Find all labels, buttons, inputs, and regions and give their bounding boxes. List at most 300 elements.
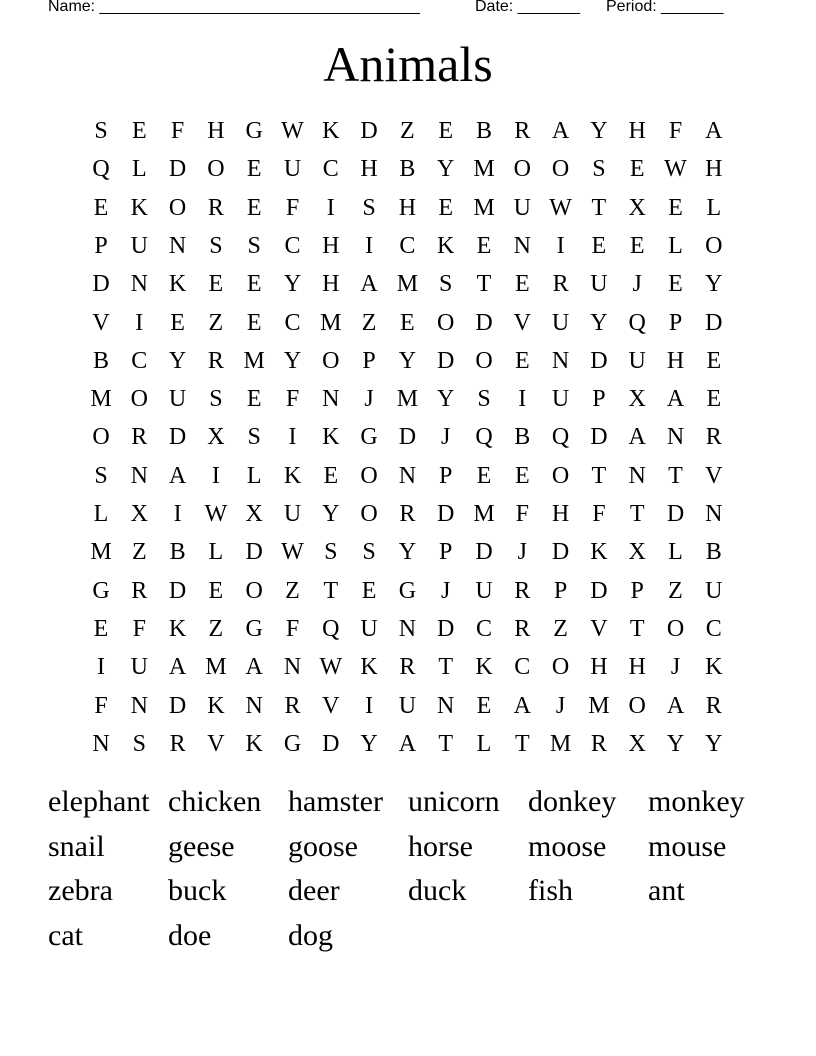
grid-letter: R	[705, 692, 722, 719]
word-bank-item: dog	[288, 918, 333, 952]
grid-letter: Q	[475, 424, 493, 451]
grid-letter: U	[628, 347, 646, 374]
grid-letter: R	[514, 615, 531, 642]
grid-letter: E	[476, 692, 492, 719]
grid-letter: H	[398, 194, 417, 221]
grid-letter: M	[243, 347, 265, 374]
word-bank-item: cat	[48, 918, 83, 952]
grid-letter: U	[360, 615, 378, 642]
grid-letter: Z	[361, 309, 377, 336]
grid-letter: D	[168, 424, 187, 451]
grid-letter: E	[246, 194, 262, 221]
grid-letter: Q	[628, 309, 646, 336]
grid-letter: M	[90, 539, 112, 566]
grid-letter: K	[705, 654, 723, 681]
grid-row	[82, 418, 732, 456]
grid-letter: H	[322, 271, 340, 298]
grid-letter: F	[285, 615, 300, 642]
grid-letter: F	[285, 386, 300, 413]
grid-letter: I	[556, 232, 565, 259]
grid-letter: R	[169, 730, 186, 757]
grid-letter: E	[361, 577, 377, 604]
grid-letter: E	[400, 309, 415, 336]
grid-letter: N	[92, 730, 110, 757]
grid-letter: T	[323, 577, 339, 604]
word-bank-item: chicken	[168, 785, 262, 818]
grid-letter: U	[551, 309, 570, 336]
grid-letter: D	[705, 309, 723, 336]
grid-letter: Q	[92, 156, 110, 183]
grid-letter: D	[590, 424, 608, 451]
grid-letter: B	[399, 156, 416, 183]
grid-letter: L	[668, 539, 683, 566]
grid-letter: A	[360, 271, 378, 298]
grid-letter: F	[132, 615, 146, 642]
grid-letter: D	[92, 271, 110, 298]
grid-letter: Y	[666, 730, 685, 757]
grid-letter: R	[590, 730, 607, 757]
grid-letter: I	[326, 194, 335, 221]
grid-letter: U	[475, 577, 493, 604]
grid-letter: K	[245, 730, 263, 757]
grid-letter: N	[398, 615, 417, 642]
grid-letter: S	[439, 271, 453, 298]
grid-letter: O	[207, 156, 225, 183]
grid-letter: Y	[360, 730, 378, 757]
grid-letter: T	[629, 501, 645, 527]
grid-letter: Z	[131, 539, 147, 566]
grid-letter: T	[591, 462, 607, 489]
grid-letter: D	[360, 118, 378, 144]
word-bank-item: mouse	[648, 829, 727, 863]
grid-row	[82, 380, 732, 418]
grid-letter: H	[705, 156, 723, 183]
grid-letter: O	[551, 462, 570, 489]
grid-letter: K	[475, 654, 493, 681]
grid-letter: E	[323, 462, 339, 489]
grid-letter: P	[553, 577, 568, 604]
grid-letter: N	[551, 347, 570, 374]
word-bank-item: elephant	[48, 785, 150, 818]
grid-letter: D	[322, 730, 340, 757]
grid-letter: M	[90, 386, 112, 413]
grid-letter: Z	[208, 309, 224, 336]
grid-letter: T	[514, 730, 530, 757]
grid-letter: Y	[590, 309, 608, 336]
word-bank-item: geese	[168, 829, 235, 863]
grid-letter: M	[588, 692, 610, 719]
grid-letter: W	[281, 539, 304, 566]
grid-letter: K	[590, 539, 608, 566]
grid-letter: R	[207, 194, 224, 221]
grid-letter: O	[551, 156, 570, 183]
grid-letter: D	[437, 347, 455, 374]
word-bank-item: zebra	[48, 874, 113, 907]
grid-letter: N	[322, 386, 340, 413]
grid-letter: Y	[322, 501, 340, 527]
grid-letter: F	[515, 501, 529, 527]
grid-letter: N	[130, 462, 148, 489]
grid-row	[82, 342, 732, 380]
grid-letter: O	[245, 577, 263, 604]
grid-letter: F	[285, 194, 300, 221]
grid-letter: X	[245, 501, 263, 527]
grid-row	[82, 304, 732, 342]
grid-letter: M	[396, 386, 419, 413]
grid-letter: E	[246, 156, 262, 183]
grid-letter: T	[668, 462, 683, 489]
grid-letter: D	[168, 577, 187, 604]
grid-letter: K	[322, 118, 340, 144]
grid-letter: K	[437, 232, 455, 259]
grid-letter: D	[590, 577, 608, 604]
grid-letter: G	[245, 615, 263, 642]
grid-letter: Y	[398, 539, 417, 566]
grid-letter: Y	[437, 386, 455, 413]
word-bank-item: fish	[528, 874, 573, 907]
grid-letter: O	[475, 347, 493, 374]
grid-letter: O	[513, 156, 531, 183]
grid-letter: Q	[551, 424, 570, 451]
word-bank-item: hamster	[288, 785, 383, 818]
grid-letter: E	[514, 271, 530, 298]
grid-letter: C	[514, 654, 531, 681]
grid-letter: R	[514, 118, 531, 144]
grid-row	[82, 725, 732, 763]
period-field-label: Period: _______	[606, 0, 724, 15]
grid-letter: T	[438, 654, 454, 681]
grid-letter: O	[705, 232, 723, 259]
grid-letter: R	[399, 501, 416, 527]
grid-letter: O	[360, 462, 378, 489]
grid-letter: L	[706, 194, 722, 221]
grid-letter: M	[396, 271, 419, 298]
grid-letter: I	[211, 462, 220, 489]
grid-letter: B	[92, 347, 109, 374]
grid-letter: S	[94, 462, 108, 489]
grid-letter: C	[705, 615, 722, 642]
word-bank-item: moose	[528, 829, 607, 863]
grid-letter: H	[551, 501, 570, 527]
grid-letter: E	[246, 386, 262, 413]
grid-letter: G	[360, 424, 378, 451]
grid-letter: T	[629, 615, 645, 642]
grid-letter: X	[207, 424, 225, 451]
grid-letter: C	[131, 347, 148, 374]
grid-letter: S	[324, 539, 338, 566]
grid-letter: O	[551, 654, 570, 681]
grid-letter: D	[168, 692, 187, 719]
grid-letter: S	[592, 156, 606, 183]
grid-letter: N	[628, 462, 646, 489]
grid-letter: E	[668, 194, 683, 221]
grid-letter: O	[92, 424, 110, 451]
grid-letter: P	[439, 462, 453, 489]
grid-letter: P	[592, 386, 606, 413]
grid-letter: I	[173, 501, 182, 527]
grid-letter: T	[476, 271, 492, 298]
grid-letter: Y	[437, 156, 455, 183]
grid-letter: Y	[168, 347, 187, 374]
grid-letter: B	[169, 539, 186, 566]
grid-letter: E	[131, 118, 147, 144]
grid-letter: O	[666, 615, 685, 642]
grid-letter: D	[437, 501, 455, 527]
grid-letter: E	[629, 156, 645, 183]
grid-letter: A	[666, 692, 685, 719]
grid-letter: D	[245, 539, 263, 566]
grid-letter: C	[322, 156, 339, 183]
grid-letter: E	[246, 271, 262, 298]
word-bank-item: snail	[48, 829, 105, 863]
word-bank-item: goose	[288, 829, 358, 863]
grid-letter: M	[320, 309, 342, 336]
page-title: Animals	[323, 36, 493, 92]
grid-letter: D	[475, 309, 493, 336]
word-bank-item: buck	[168, 874, 227, 907]
grid-letter: X	[628, 539, 646, 566]
grid-letter: Y	[283, 271, 302, 298]
grid-letter: E	[246, 309, 262, 336]
grid-letter: M	[473, 194, 495, 221]
grid-letter: I	[97, 654, 105, 681]
grid-letter: D	[398, 424, 417, 451]
grid-letter: Z	[285, 577, 300, 604]
grid-letter: B	[475, 118, 492, 144]
grid-letter: G	[283, 730, 302, 757]
grid-letter: N	[513, 232, 531, 259]
grid-letter: H	[360, 156, 378, 183]
grid-letter: S	[94, 118, 108, 144]
grid-letter: U	[283, 156, 302, 183]
grid-row	[82, 265, 732, 303]
grid-letter: A	[705, 118, 723, 144]
grid-letter: H	[628, 654, 646, 681]
grid-letter: R	[514, 577, 531, 604]
grid-letter: V	[322, 692, 340, 719]
grid-letter: L	[93, 501, 109, 527]
grid-letter: C	[475, 615, 492, 642]
grid-letter: A	[551, 118, 570, 144]
grid-letter: H	[666, 347, 685, 374]
grid-letter: J	[670, 654, 681, 681]
grid-letter: N	[283, 654, 302, 681]
grid-letter: E	[514, 462, 530, 489]
grid-letter: E	[476, 462, 492, 489]
grid-letter: S	[209, 386, 223, 413]
grid-letter: S	[362, 194, 376, 221]
word-bank-item: horse	[408, 829, 473, 863]
grid-letter: U	[551, 386, 570, 413]
grid-row	[82, 150, 732, 188]
grid-letter: A	[245, 654, 263, 681]
grid-row	[82, 189, 732, 227]
grid-letter: U	[398, 692, 417, 719]
grid-letter: K	[168, 615, 187, 642]
grid-letter: H	[322, 232, 340, 259]
grid-letter: R	[705, 424, 722, 451]
grid-letter: Z	[668, 577, 683, 604]
grid-letter: I	[135, 309, 144, 336]
grid-letter: H	[590, 654, 608, 681]
grid-row	[82, 457, 732, 495]
grid-letter: P	[668, 309, 683, 336]
grid-letter: W	[204, 501, 228, 527]
grid-row	[82, 687, 732, 725]
grid-letter: I	[365, 692, 374, 719]
grid-letter: R	[552, 271, 569, 298]
grid-letter: L	[131, 156, 147, 183]
grid-letter: R	[131, 424, 148, 451]
grid-letter: O	[628, 692, 646, 719]
grid-letter: S	[209, 232, 223, 259]
grid-letter: S	[247, 232, 261, 259]
grid-letter: G	[92, 577, 110, 604]
grid-letter: Z	[208, 615, 224, 642]
grid-letter: M	[473, 501, 495, 527]
grid-letter: S	[477, 386, 491, 413]
grid-letter: L	[476, 730, 492, 757]
grid-letter: I	[518, 386, 527, 413]
grid-letter: E	[170, 309, 185, 336]
grid-letter: Z	[553, 615, 568, 642]
grid-letter: V	[590, 615, 608, 642]
grid-letter: S	[247, 424, 261, 451]
grid-letter: Y	[705, 730, 723, 757]
grid-letter: W	[549, 194, 572, 221]
grid-letter: L	[246, 462, 262, 489]
grid-letter: T	[438, 730, 454, 757]
word-bank-item: monkey	[648, 785, 745, 818]
grid-letter: F	[170, 118, 185, 144]
grid-letter: K	[283, 462, 302, 489]
grid-letter: I	[288, 424, 297, 451]
grid-letter: H	[207, 118, 225, 144]
grid-letter: H	[628, 118, 646, 144]
grid-letter: E	[476, 232, 492, 259]
grid-letter: N	[245, 692, 263, 719]
grid-letter: N	[130, 692, 148, 719]
grid-letter: L	[668, 232, 683, 259]
grid-letter: B	[705, 539, 722, 566]
grid-letter: O	[168, 194, 187, 221]
grid-letter: C	[399, 232, 416, 259]
word-bank-item: duck	[408, 874, 467, 907]
grid-letter: V	[705, 462, 723, 489]
grid-letter: N	[437, 692, 455, 719]
grid-letter: N	[666, 424, 685, 451]
grid-letter: N	[168, 232, 187, 259]
grid-letter: U	[168, 386, 187, 413]
grid-letter: V	[92, 309, 110, 336]
grid-letter: J	[632, 271, 642, 298]
grid-letter: S	[362, 539, 376, 566]
grid-letter: D	[666, 501, 685, 527]
word-bank-item: ant	[648, 874, 685, 907]
grid-row	[82, 610, 732, 648]
grid-letter: F	[592, 501, 606, 527]
grid-letter: O	[322, 347, 340, 374]
grid-letter: S	[132, 730, 146, 757]
grid-letter: M	[549, 730, 572, 757]
grid-letter: P	[94, 232, 108, 259]
grid-letter: A	[168, 462, 187, 489]
grid-letter: D	[551, 539, 570, 566]
grid-letter: X	[628, 194, 646, 221]
grid-letter: K	[130, 194, 148, 221]
grid-letter: E	[93, 194, 109, 221]
grid-letter: C	[284, 232, 301, 259]
grid-letter: U	[513, 194, 531, 221]
grid-row	[82, 572, 732, 610]
grid-letter: B	[514, 424, 531, 451]
grid-letter: M	[473, 156, 495, 183]
grid-letter: P	[630, 577, 644, 604]
grid-row	[82, 495, 732, 533]
grid-letter: F	[94, 692, 108, 719]
grid-letter: N	[705, 501, 723, 527]
grid-letter: M	[205, 654, 227, 681]
grid-letter: U	[283, 501, 302, 527]
grid-letter: X	[628, 386, 646, 413]
grid-row	[82, 648, 732, 686]
grid-letter: O	[130, 386, 148, 413]
grid-letter: J	[364, 386, 374, 413]
date-field-label: Date: _______	[475, 0, 580, 15]
grid-letter: W	[319, 654, 343, 681]
grid-letter: W	[281, 118, 304, 144]
grid-letter: E	[93, 615, 109, 642]
grid-letter: U	[705, 577, 723, 604]
grid-letter: E	[668, 271, 683, 298]
grid-letter: E	[208, 271, 224, 298]
grid-letter: K	[168, 271, 187, 298]
grid-letter: Q	[322, 615, 340, 642]
grid-letter: E	[706, 386, 722, 413]
grid-letter: E	[438, 118, 454, 144]
word-bank-item: deer	[288, 874, 340, 907]
grid-letter: E	[591, 232, 607, 259]
grid-letter: K	[207, 692, 225, 719]
grid-letter: R	[399, 654, 416, 681]
grid-letter: G	[245, 118, 263, 144]
grid-letter: E	[514, 347, 530, 374]
grid-letter: O	[360, 501, 378, 527]
grid-letter: U	[590, 271, 608, 298]
word-bank-item: unicorn	[408, 785, 500, 818]
grid-letter: E	[706, 347, 722, 374]
grid-letter: J	[555, 692, 566, 719]
grid-letter: F	[668, 118, 683, 144]
grid-letter: R	[284, 692, 301, 719]
word-bank-item: doe	[168, 918, 212, 952]
grid-letter: A	[628, 424, 646, 451]
grid-letter: J	[441, 577, 451, 604]
grid-row	[82, 227, 732, 265]
grid-letter: E	[208, 577, 224, 604]
grid-letter: R	[207, 347, 224, 374]
grid-letter: N	[130, 271, 148, 298]
grid-letter: Y	[590, 118, 608, 144]
grid-letter: Y	[705, 271, 723, 298]
grid-letter: J	[441, 424, 451, 451]
grid-letter: Z	[400, 118, 415, 144]
grid-letter: D	[437, 615, 455, 642]
name-field-label: Name: ____________________________________	[48, 0, 420, 15]
grid-letter: K	[360, 654, 378, 681]
grid-letter: X	[130, 501, 148, 527]
grid-letter: V	[513, 309, 531, 336]
